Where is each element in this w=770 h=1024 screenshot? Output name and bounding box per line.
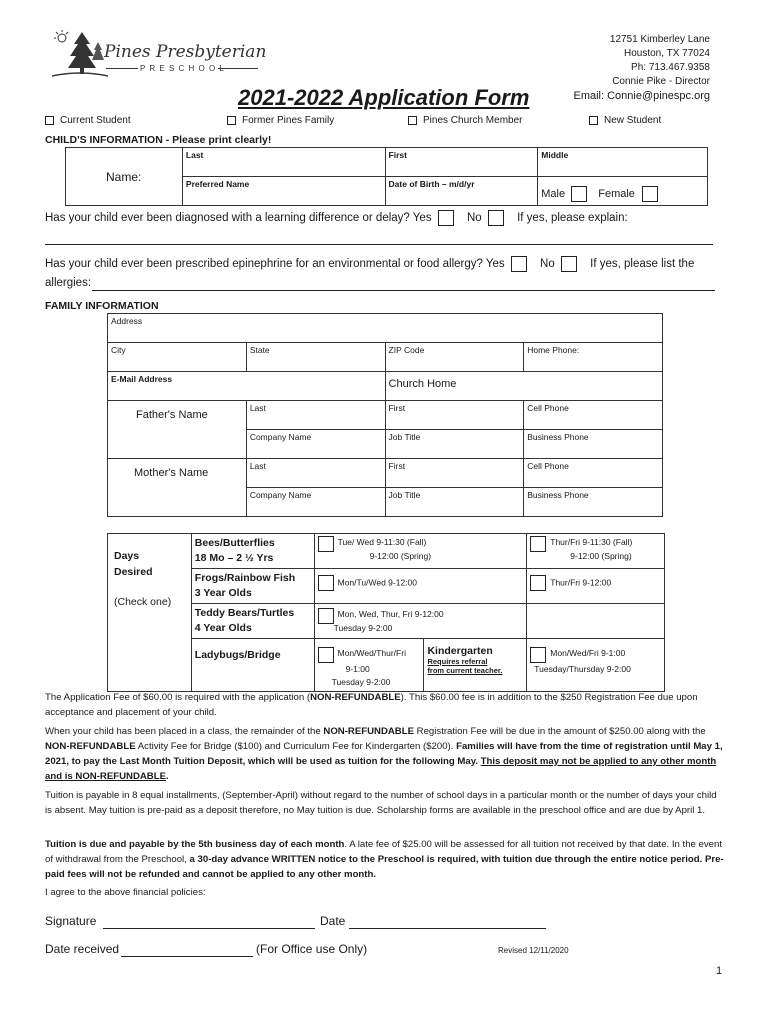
home-phone-field[interactable]: Home Phone:: [524, 343, 663, 372]
status-current[interactable]: Current Student: [45, 115, 131, 126]
checkbox[interactable]: [318, 575, 334, 591]
school-address: [573, 33, 710, 103]
logo: [50, 28, 265, 80]
father-business-phone-field[interactable]: Business Phone: [524, 430, 663, 459]
days-desired-table: [107, 533, 665, 692]
address-line: Houston, TX 77024: [624, 48, 710, 59]
last-name-field[interactable]: Last: [182, 148, 385, 177]
checkbox[interactable]: [318, 536, 334, 552]
teddy-empty: [527, 604, 665, 639]
days-label-cell: Days Desired (Check one): [108, 534, 192, 639]
gender-cell: Male Female: [538, 177, 708, 206]
page-number: 1: [716, 965, 723, 977]
family-info-table: [107, 313, 663, 517]
checkbox[interactable]: [318, 647, 334, 663]
child-info-table: [65, 147, 708, 206]
policy-application-fee: The Application Fee of $60.00 is required with the application (NON-REFUNDABLE). This $60.00 fee is in addition to the $250 Registration Fee due upon acceptance and placement of your child.: [45, 692, 698, 718]
policy-registration-fee: When your child has been placed in a class, the remainder of the NON-REFUNDABLE Registration Fee will be due in the amount of $250.00 along with the NON-REFUNDABLE Activity Fee for Bridge ($100) and Curriculum Fee for Kindergarten ($200). Families will have from the time of registration until May 1, 2021, to pay the Last Month Tuition Deposit, which will be used as tuition for the following May. This deposit may not be applied to any other month and is NON-REFUNDABLE.: [45, 726, 723, 782]
kindergarten-cell: Kindergarten Requires referral from current teacher.: [424, 639, 527, 692]
class-ladybugs: Ladybugs/Bridge: [191, 639, 314, 692]
class-bees: Bees/Butterflies 18 Mo – 2 ½ Yrs: [191, 534, 314, 569]
checkbox[interactable]: [318, 608, 334, 624]
office-use-label: (For Office use Only): [256, 942, 368, 956]
address-field[interactable]: Address: [108, 314, 663, 343]
frogs-option-2[interactable]: Thur/Fri 9-12:00: [527, 569, 665, 604]
mother-last-field[interactable]: Last: [246, 459, 385, 488]
bees-option-2[interactable]: Thur/Fri 9-11:30 (Fall) 9-12:00 (Spring): [527, 534, 665, 569]
status-church-member[interactable]: Pines Church Member: [408, 115, 522, 126]
checkbox[interactable]: [45, 116, 54, 125]
signature-label: Signature: [45, 914, 97, 928]
agree-statement: I agree to the above financial policies:: [45, 887, 206, 898]
female-checkbox[interactable]: [642, 186, 658, 202]
preferred-name-field[interactable]: Preferred Name: [182, 177, 385, 206]
learning-no-checkbox[interactable]: [488, 210, 504, 226]
date-received-label: Date received: [45, 942, 120, 956]
allergy-yes-checkbox[interactable]: [511, 256, 527, 272]
revised-date: Revised 12/11/2020: [498, 946, 569, 955]
allergy-question: Has your child ever been prescribed epinephrine for an environmental or food allergy? Yes No If yes, please list the: [45, 256, 694, 272]
mother-job-field[interactable]: Job Title: [385, 488, 524, 517]
policy-due-dates: Tuition is due and payable by the 5th business day of each month. A late fee of $25.00 will be assessed for all tuition not received by that date. In the event of withdrawal from the Preschool, a 30-day advance WRITTEN notice to the Preschool is required, with tuition due through the entire notice period. Pre-paid fees will not be refunded and cannot be applied to any other month.: [45, 839, 724, 880]
church-home-field[interactable]: Church Home: [385, 372, 662, 401]
mother-company-field[interactable]: Company Name: [246, 488, 385, 517]
first-name-field[interactable]: First: [385, 148, 538, 177]
status-new[interactable]: New Student: [589, 115, 661, 126]
father-last-field[interactable]: Last: [246, 401, 385, 430]
dob-field[interactable]: Date of Birth – m/d/yr: [385, 177, 538, 206]
email-field[interactable]: E-Mail Address: [108, 372, 386, 401]
allergies-line[interactable]: [92, 290, 715, 291]
checkbox[interactable]: [530, 536, 546, 552]
bees-option-1[interactable]: Tue/ Wed 9-11:30 (Fall) 9-12:00 (Spring): [314, 534, 527, 569]
mother-business-phone-field[interactable]: Business Phone: [524, 488, 663, 517]
learning-yes-checkbox[interactable]: [438, 210, 454, 226]
state-field[interactable]: State: [246, 343, 385, 372]
checkbox[interactable]: [589, 116, 598, 125]
mother-label: Mother's Name: [108, 459, 247, 517]
date-line[interactable]: [349, 928, 546, 929]
father-company-field[interactable]: Company Name: [246, 430, 385, 459]
allergies-label: allergies:: [45, 277, 92, 289]
family-section-title: FAMILY INFORMATION: [45, 300, 159, 312]
address-line: 12751 Kimberley Lane: [609, 34, 710, 45]
teddy-option-1[interactable]: Mon, Wed, Thur, Fri 9-12:00 Tuesday 9-2:00: [314, 604, 527, 639]
logo-text: Pines Presbyterian: [104, 42, 267, 62]
phone-line: Ph: 713.467.9358: [631, 62, 710, 73]
days-empty: [108, 639, 192, 692]
date-received-line[interactable]: [121, 956, 253, 957]
ladybugs-option-1[interactable]: Mon/Wed/Thur/Fri 9-1:00 Tuesday 9-2:00: [314, 639, 424, 692]
ladybugs-option-2[interactable]: Mon/Wed/Fri 9-1:00 Tuesday/Thursday 9-2:00: [527, 639, 665, 692]
class-frogs: Frogs/Rainbow Fish 3 Year Olds: [191, 569, 314, 604]
explain-line[interactable]: [45, 244, 713, 245]
middle-name-field[interactable]: Middle: [538, 148, 708, 177]
father-job-field[interactable]: Job Title: [385, 430, 524, 459]
status-former[interactable]: Former Pines Family: [227, 115, 334, 126]
checkbox[interactable]: [227, 116, 236, 125]
checkbox[interactable]: [530, 575, 546, 591]
name-label: Name:: [66, 148, 183, 206]
city-field[interactable]: City: [108, 343, 247, 372]
child-section-title: CHILD'S INFORMATION - Please print clearly!: [45, 134, 272, 146]
page-title: 2021-2022 Application Form: [238, 85, 530, 110]
class-teddy: Teddy Bears/Turtles 4 Year Olds: [191, 604, 314, 639]
mother-first-field[interactable]: First: [385, 459, 524, 488]
father-label: Father's Name: [108, 401, 247, 459]
director-line: Connie Pike - Director: [612, 76, 710, 87]
policy-tuition-installments: Tuition is payable in 8 equal installments, (September-April) without regard to the number of school days in a particular month or the number of days your child is absent. May tuition is pre-paid as a deposit therefore, no May tuition is due. Scholarship forms are available in the preschool office and are due by April 1.: [45, 790, 717, 816]
signature-line[interactable]: [103, 928, 315, 929]
zip-field[interactable]: ZIP Code: [385, 343, 524, 372]
father-first-field[interactable]: First: [385, 401, 524, 430]
logo-subtext: P R E S C H O O L: [140, 64, 225, 73]
email-line: Email: Connie@pinespc.org: [573, 90, 710, 102]
date-label: Date: [320, 914, 346, 928]
mother-cell-field[interactable]: Cell Phone: [524, 459, 663, 488]
father-cell-field[interactable]: Cell Phone: [524, 401, 663, 430]
frogs-option-1[interactable]: Mon/Tu/Wed 9-12:00: [314, 569, 527, 604]
pine-tree-icon: [50, 28, 110, 80]
allergy-no-checkbox[interactable]: [561, 256, 577, 272]
checkbox[interactable]: [530, 647, 546, 663]
male-checkbox[interactable]: [571, 186, 587, 202]
checkbox[interactable]: [408, 116, 417, 125]
learning-question: Has your child ever been diagnosed with a learning difference or delay? Yes No If yes, please explain:: [45, 210, 628, 226]
